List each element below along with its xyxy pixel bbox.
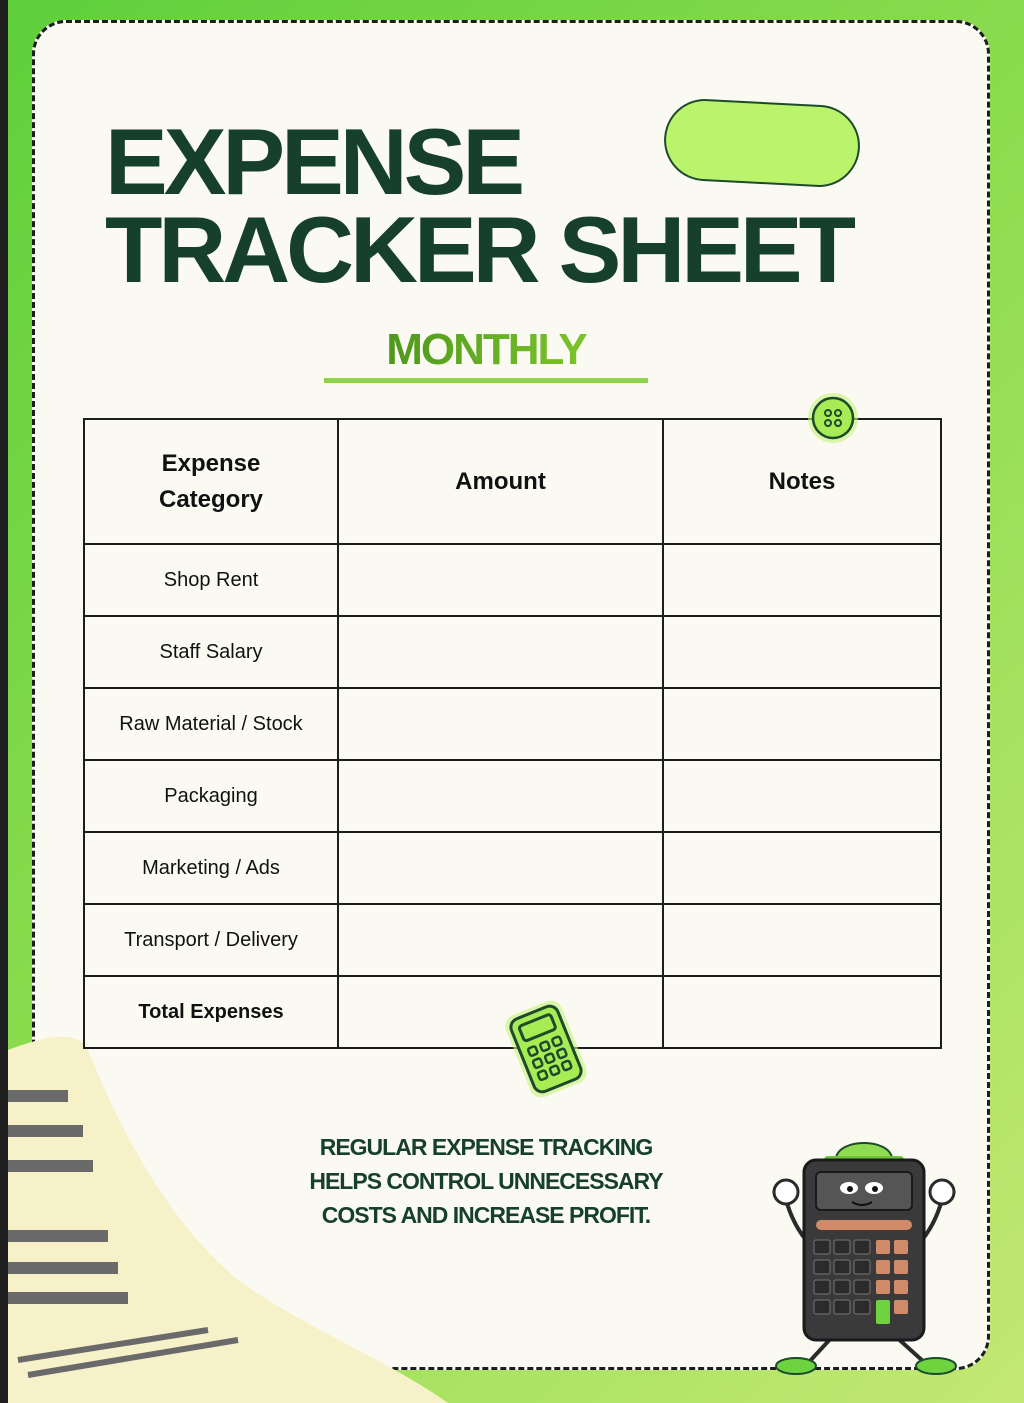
amount-cell[interactable] — [338, 760, 663, 832]
expense-table — [83, 418, 942, 1049]
decorative-pill — [662, 97, 862, 189]
category-cell: Transport / Delivery — [84, 904, 338, 976]
header-notes: Notes — [663, 419, 941, 544]
subtitle: MONTHLY — [324, 325, 648, 375]
total-label: Total Expenses — [84, 976, 338, 1048]
notes-cell[interactable] — [663, 616, 941, 688]
table-row — [84, 760, 941, 832]
tagline-line-2: HELPS CONTROL UNNECESSARY — [309, 1168, 663, 1194]
category-cell: Marketing / Ads — [84, 832, 338, 904]
notes-cell[interactable] — [663, 760, 941, 832]
calculator-mascot-illustration — [764, 1130, 964, 1380]
amount-cell[interactable] — [338, 544, 663, 616]
notes-cell[interactable] — [663, 832, 941, 904]
table-row — [84, 688, 941, 760]
table-row — [84, 616, 941, 688]
notes-cell[interactable] — [663, 904, 941, 976]
tagline-line-1: REGULAR EXPENSE TRACKING — [319, 1134, 653, 1160]
amount-cell[interactable] — [338, 616, 663, 688]
amount-cell[interactable] — [338, 832, 663, 904]
title-line-2: TRACKER SHEET — [105, 197, 853, 302]
table-row — [84, 832, 941, 904]
button-icon — [806, 391, 860, 445]
tagline — [286, 1130, 686, 1232]
amount-cell[interactable] — [338, 904, 663, 976]
subtitle-underline — [324, 378, 648, 383]
notes-cell[interactable] — [663, 688, 941, 760]
table-row — [84, 904, 941, 976]
header-expense-category: Expense Category — [84, 419, 338, 544]
category-cell: Shop Rent — [84, 544, 338, 616]
category-cell: Staff Salary — [84, 616, 338, 688]
calculator-icon — [494, 997, 598, 1101]
category-cell: Raw Material / Stock — [84, 688, 338, 760]
notes-cell[interactable] — [663, 544, 941, 616]
amount-cell[interactable] — [338, 688, 663, 760]
title-line-1: EXPENSE — [105, 109, 522, 214]
total-notes-cell[interactable] — [663, 976, 941, 1048]
header-amount: Amount — [338, 419, 663, 544]
category-cell: Packaging — [84, 760, 338, 832]
tagline-line-3: COSTS AND INCREASE PROFIT. — [321, 1202, 651, 1228]
table-row — [84, 544, 941, 616]
